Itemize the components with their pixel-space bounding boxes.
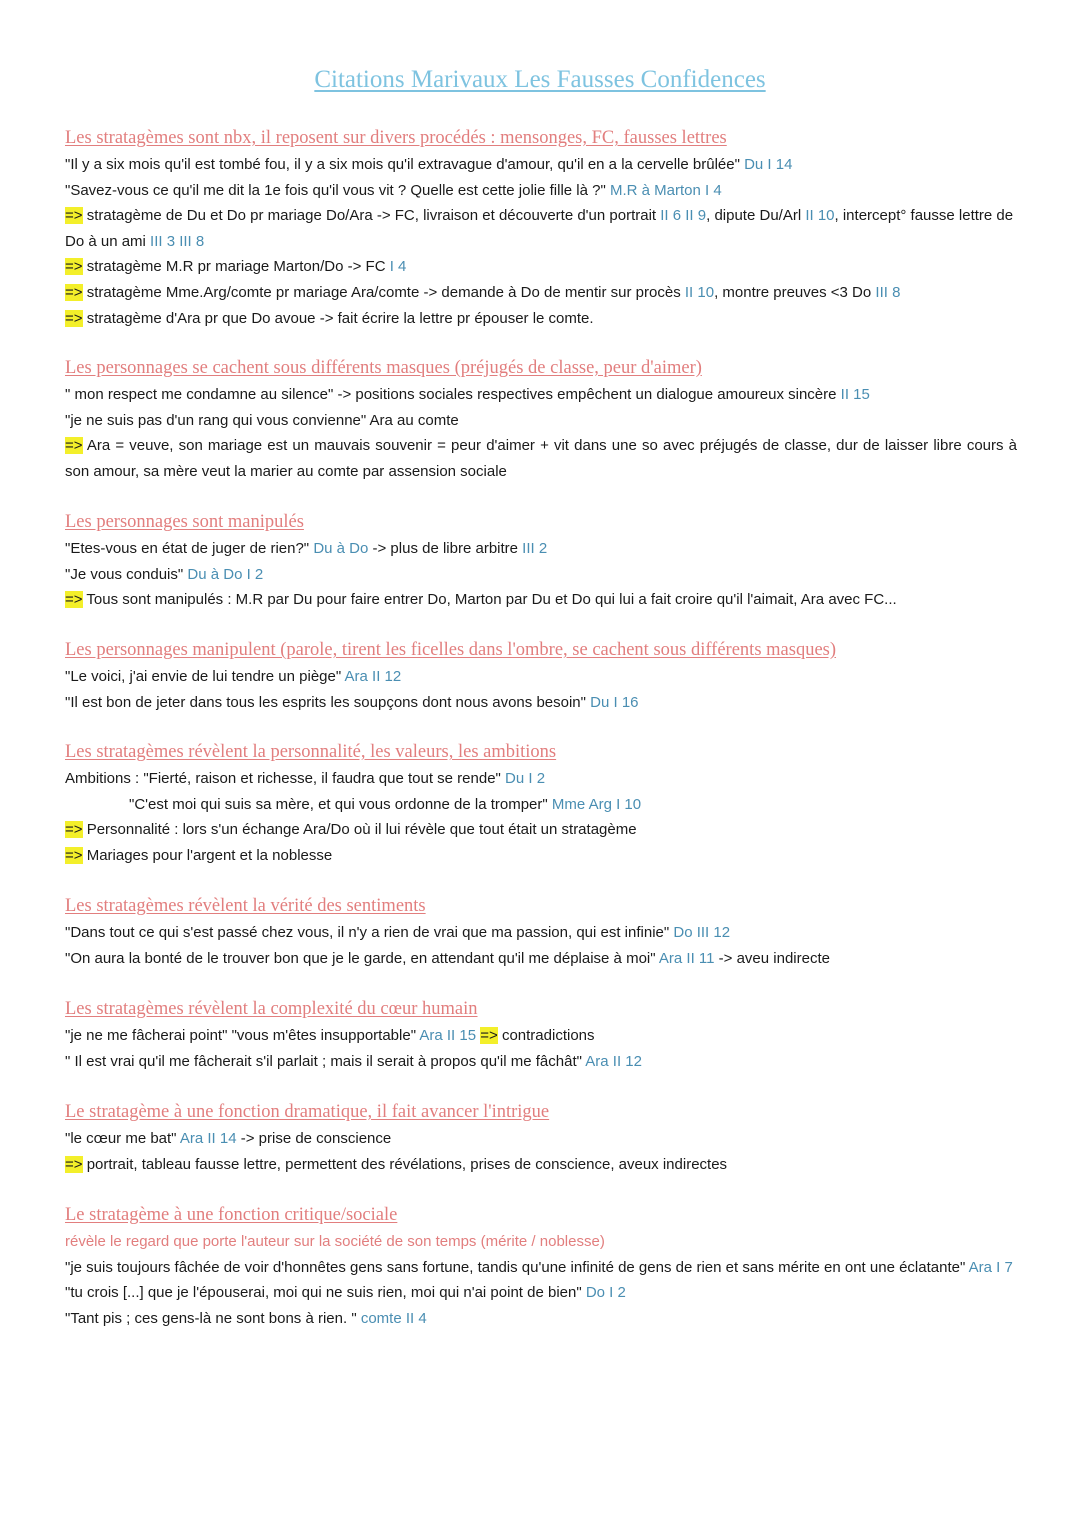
act-scene-ref: M.R à Marton I 4 [609, 181, 722, 199]
quote-text: "C'est moi qui suis sa mère, et qui vous ordonne de la tromper" [129, 795, 552, 813]
note-text: , montre preuves <3 Do [714, 283, 876, 301]
quote-line [65, 1255, 1017, 1281]
section-complexite-coeur [65, 997, 1017, 1074]
note-text: stratagème d'Ara pr que Do avoue -> fait écrire la lettre pr épouser le comte. [82, 309, 594, 327]
quote-text: "Tant pis ; ces gens-là ne sont bons à rien. " [65, 1309, 361, 1327]
section-personnalite [65, 740, 1017, 868]
arrow-marker: => [65, 846, 83, 864]
act-scene-ref: Du I 14 [744, 156, 793, 173]
act-scene-ref: Ara II 11 [658, 949, 715, 967]
note-line [65, 254, 1017, 280]
page-title: Citations Marivaux Les Fausses Confidences [314, 66, 766, 93]
act-scene-ref: Mme Arg I 10 [551, 795, 642, 813]
note-text: Mariages pour l'argent et la noblesse [82, 846, 333, 864]
quote-text: "Le voici, j'ai envie de lui tendre un piège" [65, 668, 345, 685]
act-scene-ref: Du I 16 [590, 693, 639, 711]
note-line [65, 433, 1017, 484]
note-text: stratagème de Du et Do pr mariage Do/Ara -> FC, livraison et découverte d'un portrait [82, 207, 661, 225]
section-heading: Les stratagèmes révèlent la complexité du cœur humain [65, 999, 478, 1019]
act-scene-ref: II 15 [840, 386, 870, 403]
arrow-marker: => [480, 1027, 498, 1044]
note-text: Ara = veuve, son mariage est un mauvais souvenir = peur d'aimer + vit dans une so avec préjugés de classe, dur de laisser libre cours à son amour, sa mère veut la marier au comte par assension sociale [65, 437, 1017, 480]
note-line [65, 1152, 1017, 1178]
section-fonction-dramatique [65, 1100, 1017, 1177]
section-heading: Les stratagèmes révèlent la vérité des sentiments [65, 896, 426, 916]
act-scene-ref: I 4 [389, 258, 407, 276]
quote-line [65, 152, 1017, 178]
section-heading: Le stratagème à une fonction dramatique, il fait avancer l'intrigue [65, 1102, 550, 1122]
note-text: Personnalité : lors s'un échange Ara/Do où il lui révèle que tout était un stratagème [82, 821, 637, 839]
quote-text: "Je vous conduis" [65, 565, 188, 583]
quote-line [65, 1280, 1017, 1306]
quote-line [65, 382, 1017, 408]
act-scene-ref: comte II 4 [360, 1309, 427, 1327]
quote-text: "Etes-vous en état de juger de rien?" [65, 540, 314, 557]
act-scene-ref: Ara I 7 [968, 1258, 1013, 1276]
act-scene-ref: Ara II 12 [344, 668, 402, 685]
note-line [65, 817, 1017, 843]
section-heading: Les personnages se cachent sous différents masques (préjugés de classe, peur d'aimer) [65, 358, 702, 378]
act-scene-ref: II 10 [684, 283, 715, 301]
quote-line [65, 178, 1017, 204]
quote-line [65, 1049, 1017, 1075]
section-manipules [65, 510, 1017, 613]
note-text: contradictions [497, 1027, 595, 1044]
note-text: -> aveu indirecte [714, 949, 830, 967]
arrow-marker: => [65, 309, 83, 327]
section-stratagemes-procedes [65, 126, 1017, 331]
section-heading: Les personnages manipulent (parole, tirent les ficelles dans l'ombre, se cachent sous différents masques) [65, 640, 837, 660]
section-heading: Les stratagèmes sont nbx, il reposent sur divers procédés : mensonges, FC, fausses lettres [65, 128, 727, 148]
quote-line [65, 792, 1017, 818]
act-scene-ref: Ara II 14 [179, 1130, 237, 1147]
act-scene-ref: Du à Do I 2 [187, 565, 264, 583]
quote-text: " mon respect me condamne au silence" -> positions sociales respectives empêchent un dialogue amoureux sincère [65, 386, 841, 403]
act-scene-ref: II 10 [805, 207, 835, 225]
note-line [65, 306, 1017, 332]
quote-line [65, 664, 1017, 690]
quote-line [65, 1126, 1017, 1152]
note-line [65, 843, 1017, 869]
quote-line [65, 1306, 1017, 1332]
quote-line [65, 920, 1017, 946]
quote-text: "je ne suis pas d'un rang qui vous convienne" Ara au comte [65, 411, 459, 429]
quote-text: "je ne me fâcherai point" "vous m'êtes insupportable" [65, 1027, 420, 1044]
quote-text: Ambitions : "Fierté, raison et richesse, il faudra que tout se rende" [65, 770, 506, 787]
quote-line [65, 766, 1017, 792]
arrow-marker: => [65, 207, 83, 225]
quote-text: "je suis toujours fâchée de voir d'honnêtes gens sans fortune, tandis qu'une infinité de gens de rien et sans mérite en ont une éclatante" [65, 1258, 969, 1276]
quote-line [65, 946, 1017, 972]
note-text: Tous sont manipulés : M.R par Du pour faire entrer Do, Marton par Du et Do qui lui a fait croire qu'il l'aimait, Ara avec FC... [82, 591, 897, 609]
quote-line [65, 562, 1017, 588]
act-scene-ref: Du à Do [313, 540, 369, 557]
section-verite-sentiments [65, 894, 1017, 971]
act-scene-ref: Du I 2 [505, 770, 546, 787]
arrow-marker: => [65, 283, 83, 301]
section-heading: Les personnages sont manipulés [65, 512, 304, 532]
quote-line [65, 408, 1017, 434]
note-text: portrait, tableau fausse lettre, permettent des révélations, prises de conscience, aveux indirectes [82, 1155, 728, 1173]
arrow-marker: => [65, 258, 83, 276]
note-text: -> prise de conscience [236, 1130, 392, 1147]
note-text: stratagème M.R pr mariage Marton/Do -> FC [82, 258, 390, 276]
section-subheading: révèle le regard que porte l'auteur sur la société de son temps (mérite / noblesse) [65, 1233, 605, 1250]
quote-line [65, 1023, 1017, 1049]
note-text: stratagème Mme.Arg/comte pr mariage Ara/comte -> demande à Do de mentir sur procès [82, 283, 685, 301]
quote-text: " Il est vrai qu'il me fâcherait s'il parlait ; mais il serait à propos qu'il me fâchât" [65, 1052, 586, 1070]
note-text: -> plus de libre arbitre [368, 540, 523, 557]
quote-text: "On aura la bonté de le trouver bon que je le garde, en attendant qu'il me déplaise à moi" [65, 949, 659, 967]
quote-text: "Il est bon de jeter dans tous les esprits les soupçons dont nous avons besoin" [65, 693, 591, 711]
note-text: , dipute Du/Arl [706, 207, 806, 225]
act-scene-ref: Do I 2 [585, 1284, 626, 1302]
quote-line [65, 536, 1017, 562]
section-masques [65, 356, 1017, 484]
arrow-marker: => [65, 821, 83, 839]
quote-text: "Savez-vous ce qu'il me dit la 1e fois qu'il vous vit ? Quelle est cette jolie fille là ?" [65, 181, 610, 199]
act-scene-ref: III 8 [875, 283, 901, 301]
section-fonction-critique [65, 1203, 1017, 1331]
act-scene-ref: Ara II 12 [585, 1052, 642, 1070]
arrow-marker: => [65, 1155, 83, 1173]
quote-text: "Dans tout ce qui s'est passé chez vous, il n'y a rien de vrai que ma passion, qui est infinie" [65, 924, 674, 941]
arrow-marker: => [65, 437, 83, 455]
act-scene-ref: Ara II 15 [419, 1027, 477, 1044]
quote-text: "tu crois [...] que je l'épouserai, moi qui ne suis rien, moi qui n'ai point de bien" [65, 1284, 586, 1302]
quote-line [65, 690, 1017, 716]
arrow-marker: => [65, 591, 83, 609]
act-scene-ref: III 2 [522, 540, 548, 557]
quote-text: "le cœur me bat" [65, 1130, 180, 1147]
act-scene-ref: Do III 12 [673, 924, 731, 941]
section-heading: Le stratagème à une fonction critique/sociale [65, 1205, 398, 1225]
section-heading: Les stratagèmes révèlent la personnalité, les valeurs, les ambitions [65, 742, 557, 762]
note-line [65, 587, 1017, 613]
section-manipulent [65, 638, 1017, 715]
note-line [65, 280, 1017, 306]
note-line [65, 203, 1017, 254]
act-scene-ref: III 3 III 8 [150, 232, 205, 250]
note-text: , intercept° fausse lettre de Do à un ami [65, 207, 1014, 250]
act-scene-ref: II 6 II 9 [660, 207, 707, 225]
quote-text: "Il y a six mois qu'il est tombé fou, il y a six mois qu'il extravague d'amour, qu'il en a la cervelle brûlée" [65, 156, 745, 173]
